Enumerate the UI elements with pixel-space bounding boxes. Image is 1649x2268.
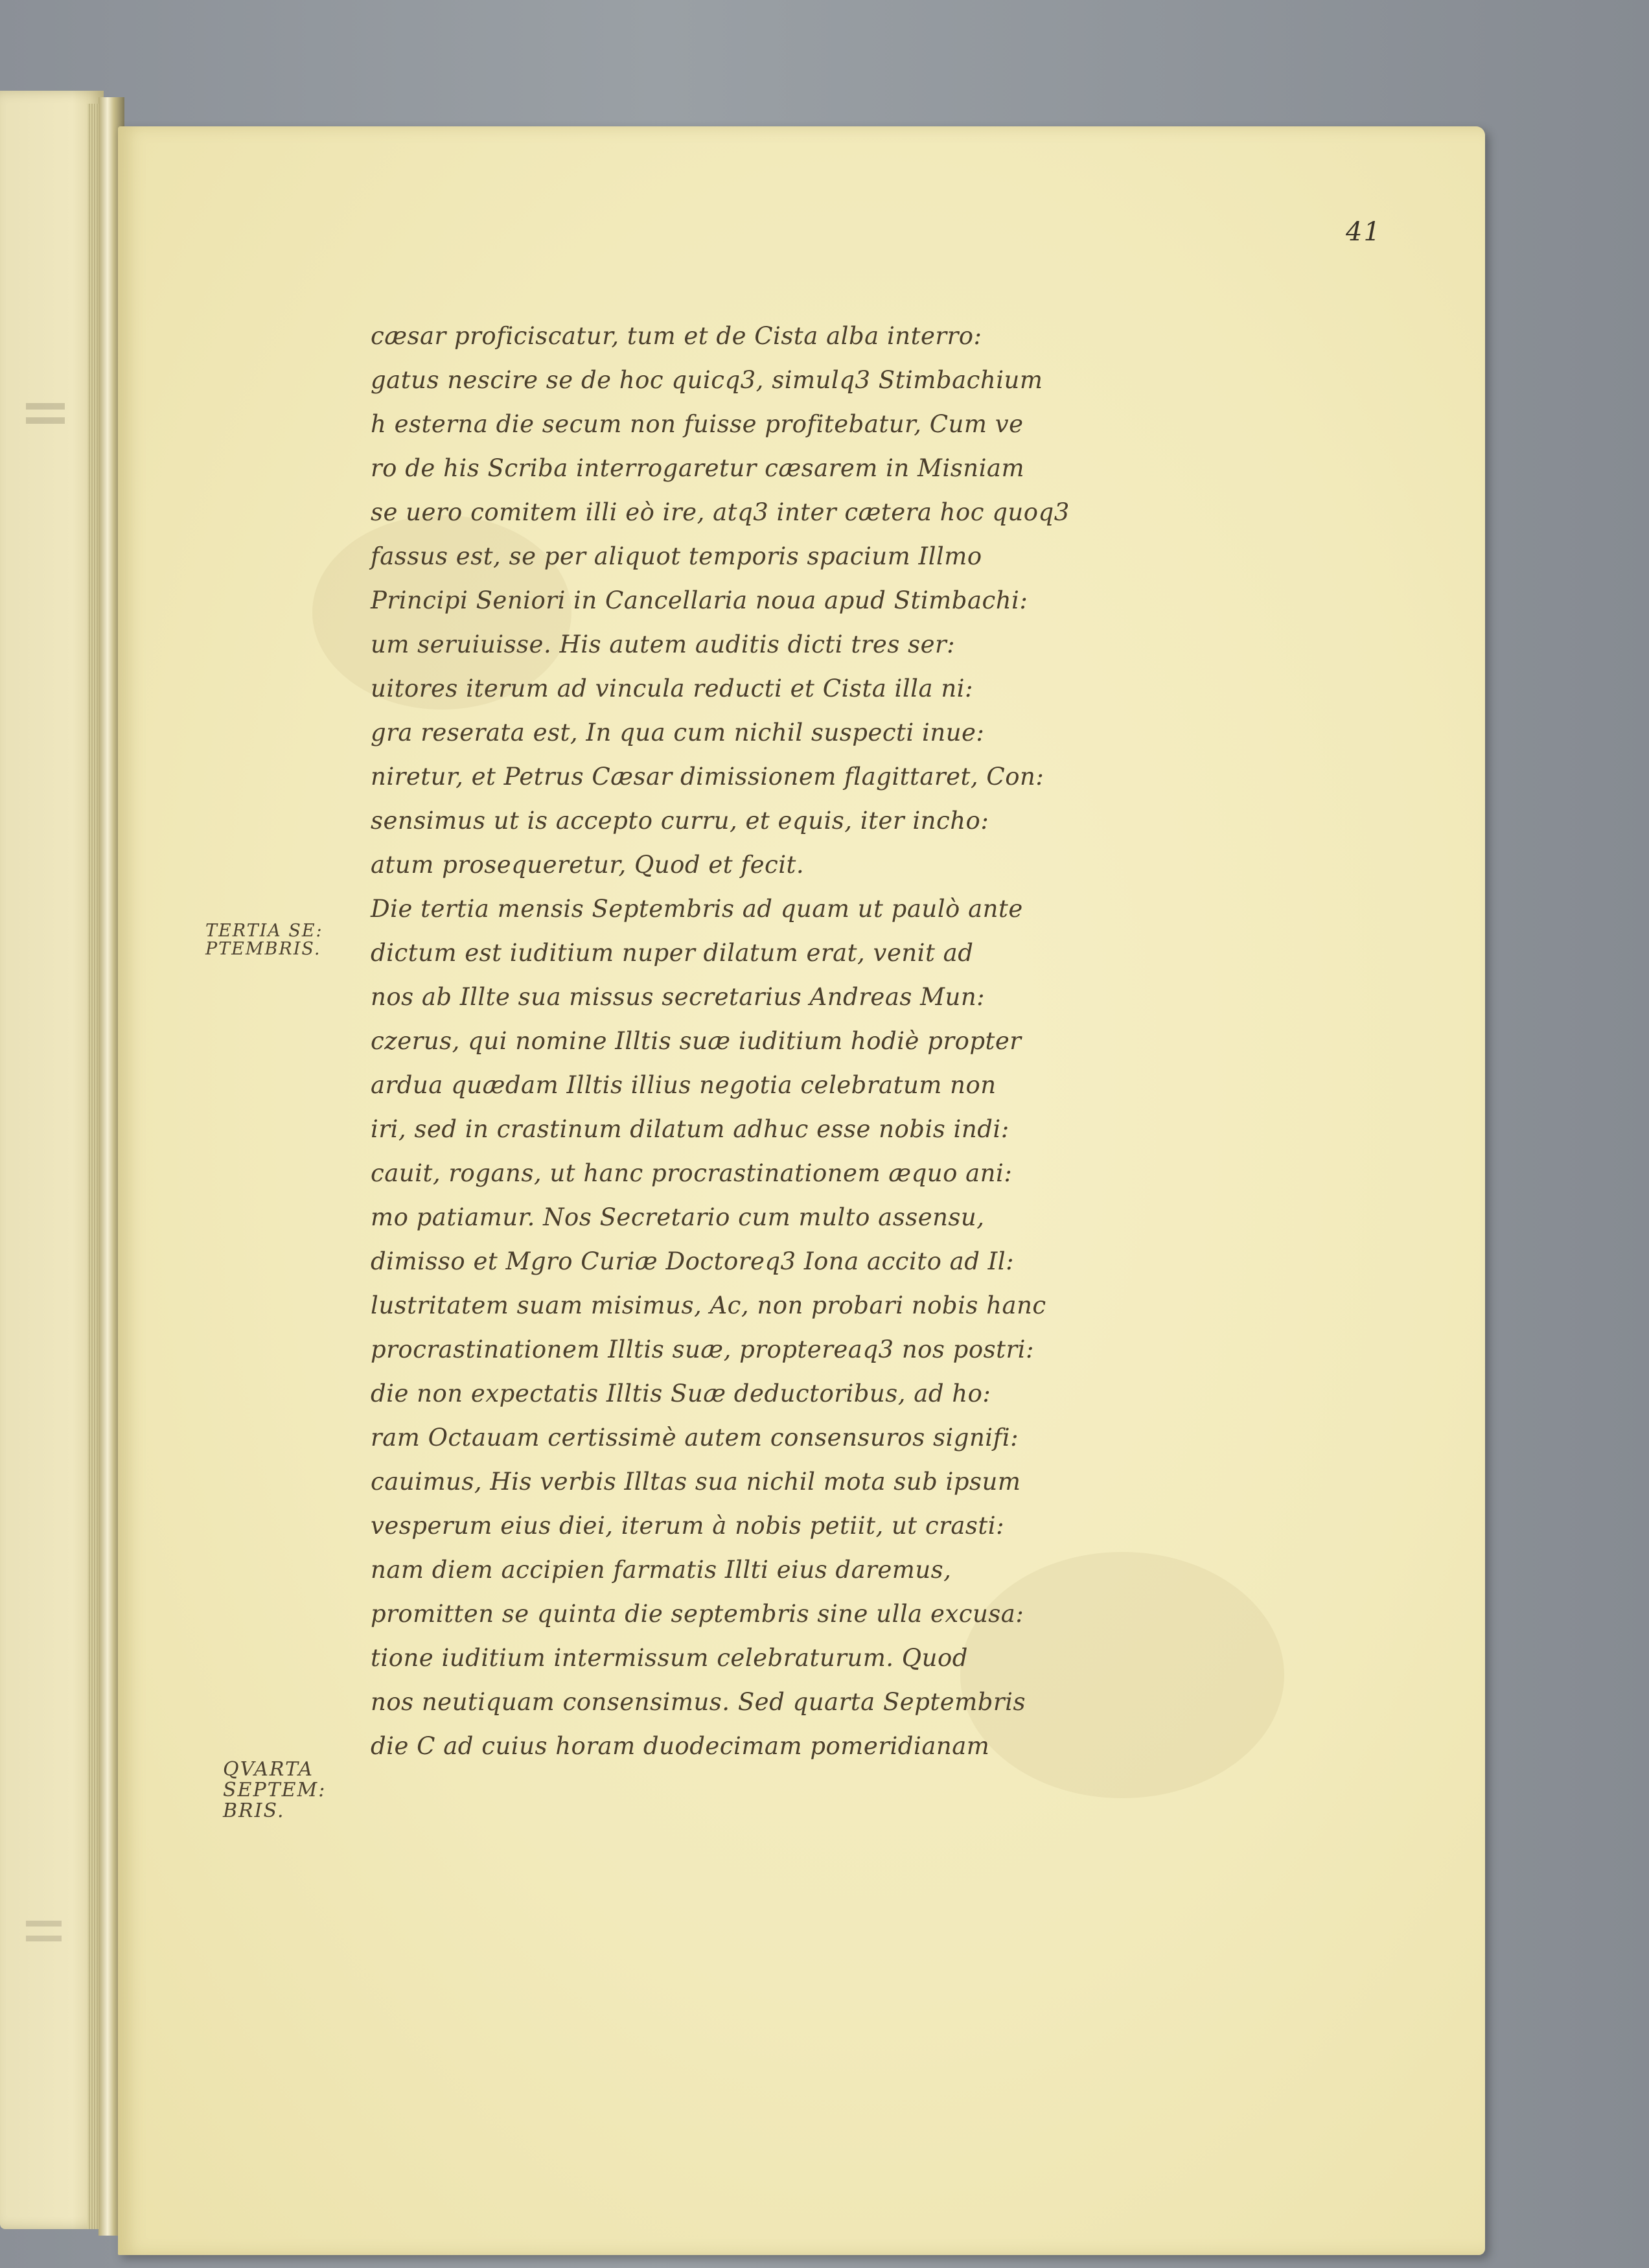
text-line: ram Octauam certissimè autem consensuros signifi: [371,1424,1019,1452]
text-line: iri, sed in crastinum dilatum adhuc esse nobis indi: [371,1115,1009,1143]
text-line: ro de his Scriba interrogaretur cæsarem in Misniam [371,454,1025,482]
fragment-mark [26,1921,62,1927]
text-line: vesperum eius diei, iterum à nobis petiit, ut crasti: [371,1512,1005,1540]
folio-number: 41 [1346,217,1381,247]
text-line: promitten se quinta die septembris sine ulla excusa: [371,1600,1024,1628]
text-line: procrastinationem Illtis suæ, proptereaq3 nos postri: [371,1336,1034,1363]
text-line: die non expectatis Illtis Suæ deductoribus, ad ho: [371,1380,991,1407]
fragment-mark [26,1936,62,1941]
text-line: dictum est iuditium nuper dilatum erat, venit ad [371,939,974,967]
text-line: sensimus ut is accepto curru, et equis, iter incho: [371,807,989,835]
previous-page-text-fragment [26,395,91,447]
text-line: nos neutiquam consensimus. Sed quarta Septembris [371,1688,1026,1716]
text-line: lustritatem suam misimus, Ac, non probari nobis hanc [371,1291,1046,1319]
text-line: um seruiuisse. His autem auditis dicti tres ser: [371,631,956,658]
text-line: Die tertia mensis Septembris ad quam ut paulò ante [371,895,1023,923]
marginal-line: TERTIA SE: [205,921,323,941]
text-line: die C ad cuius horam duodecimam pomeridianam [371,1732,990,1760]
text-line: cauimus, His verbis Illtas sua nichil mota sub ipsum [371,1468,1021,1496]
manuscript-page [118,126,1485,2255]
text-line: gra reserata est, In qua cum nichil suspecti inue: [371,719,985,746]
text-line: uitores iterum ad vincula reducti et Cista illa ni: [371,675,973,702]
text-line: Principi Seniori in Cancellaria noua apud Stimbachi: [371,586,1028,614]
main-text-block [371,314,1343,1768]
marginal-line: SEPTEM: [223,1779,327,1801]
fragment-mark [26,417,65,424]
marginal-line: QVARTA [223,1758,314,1781]
text-line: czerus, qui nomine Illtis suæ iuditium hodiè propter [371,1027,1022,1055]
text-line: niretur, et Petrus Cæsar dimissionem flagittaret, Con: [371,763,1044,791]
text-line: atum prosequeretur, Quod et fecit. [371,851,805,879]
text-line: mo patiamur. Nos Secretario cum multo assensu, [371,1203,985,1231]
previous-page-text-fragment [26,1912,91,1963]
text-line: gatus nescire se de hoc quicq3, simulq3 Stimbachium [371,366,1043,394]
text-line: nos ab Illte sua missus secretarius Andreas Mun: [371,983,986,1011]
text-line: cæsar proficiscatur, tum et de Cista alba interro: [371,322,982,350]
text-line: cauit, rogans, ut hanc procrastinationem æquo ani: [371,1159,1013,1187]
text-line: h esterna die secum non fuisse profitebatur, Cum ve [371,410,1024,438]
fragment-mark [26,403,65,410]
text-line: se uero comitem illi eò ire, atq3 inter cætera hoc quoq3 [371,498,1070,526]
marginal-line: BRIS. [223,1799,285,1822]
text-line: dimisso et Mgro Curiæ Doctoreq3 Iona accito ad Il: [371,1247,1015,1275]
text-line: nam diem accipien farmatis Illti eius daremus, [371,1556,952,1584]
marginal-note-tertia [205,922,323,958]
text-line: fassus est, se per aliquot temporis spacium Illmo [371,542,982,570]
marginal-line: PTEMBRIS. [205,939,321,959]
text-line: ardua quædam Illtis illius negotia celebratum non [371,1071,997,1099]
marginal-note-quarta [223,1759,326,1822]
text-line: tione iuditium intermissum celebraturum. Quod [371,1644,968,1672]
